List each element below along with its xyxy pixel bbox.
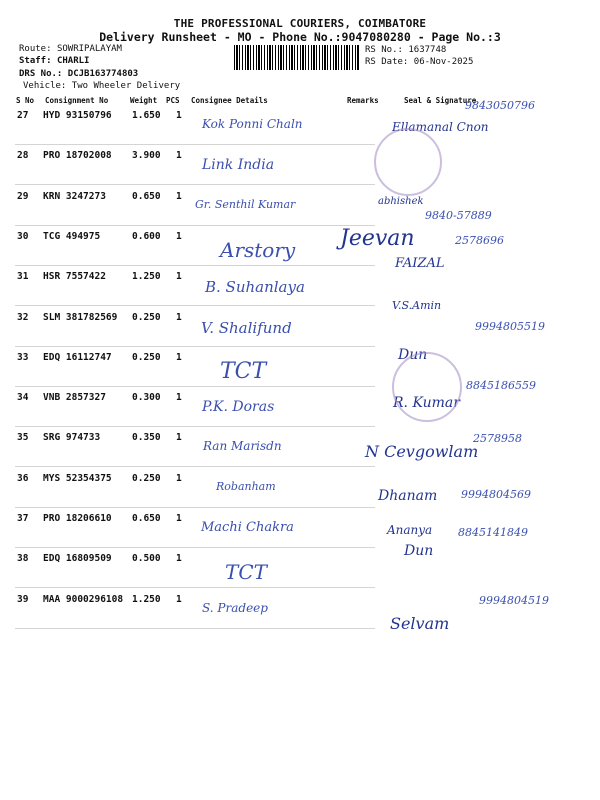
- delivery-stamp: [392, 352, 462, 422]
- row-sno: 39: [17, 593, 29, 605]
- row-consignment-no: PRO 18702008: [43, 150, 112, 162]
- table-row: [15, 145, 600, 185]
- consignee-handwriting: Kok Ponni Chaln: [202, 117, 303, 131]
- staff-label: Staff:: [19, 56, 52, 66]
- row-weight: 0.350: [132, 432, 161, 444]
- row-pcs: 1: [176, 593, 182, 605]
- row-consignment-no: KRN 3247273: [43, 190, 106, 202]
- row-pcs: 1: [176, 513, 182, 524]
- document-subtitle: Delivery Runsheet - MO - Phone No.:9047080280 - Page No.:3: [99, 30, 501, 44]
- row-consignment-no: HSR 7557422: [43, 271, 106, 283]
- consignee-handwriting: Machi Chakra: [201, 520, 294, 535]
- table-row: [15, 589, 600, 633]
- drs-line: [19, 69, 138, 79]
- phone-handwriting: 9840-57889: [425, 208, 492, 222]
- row-pcs: 1: [176, 311, 182, 323]
- phone-handwriting: 9994805519: [475, 319, 545, 333]
- rs-date-label: RS Date:: [365, 57, 409, 67]
- signature-handwriting: Dhanam: [378, 487, 438, 504]
- row-consignment-no: EDQ 16112747: [43, 351, 112, 363]
- row-weight: 0.300: [132, 392, 161, 404]
- phone-handwriting: 8845186559: [466, 379, 536, 393]
- row-pcs: 1: [176, 553, 182, 565]
- row-pcs: 1: [176, 351, 182, 363]
- row-sno: 35: [17, 432, 29, 444]
- row-sno: 30: [17, 230, 29, 242]
- signature-handwriting: Selvam: [390, 613, 450, 633]
- column-header-consignment: Consignment No: [45, 96, 109, 105]
- table-row: [15, 543, 600, 588]
- column-header-weight: Weight: [130, 96, 158, 105]
- column-header-sno: S No: [16, 96, 35, 105]
- consignee-handwriting: P.K. Doras: [202, 399, 275, 416]
- row-weight: 0.250: [132, 311, 161, 323]
- phone-handwriting: 9994804519: [479, 593, 549, 607]
- row-weight: 0.600: [132, 230, 161, 242]
- vehicle-label: Vehicle:: [23, 81, 67, 91]
- column-header-seal: Seal & Signature: [404, 96, 477, 105]
- table-row: [15, 298, 600, 347]
- row-pcs: 1: [176, 110, 182, 121]
- row-pcs: 1: [176, 190, 182, 202]
- staff-line: [19, 56, 89, 66]
- column-header-remarks: Remarks: [347, 96, 379, 105]
- table-row: [15, 186, 600, 226]
- consignee-handwriting: V. Shalifund: [201, 318, 292, 337]
- rs-no-value: 1637748: [408, 45, 447, 55]
- table-row: [15, 468, 600, 508]
- row-weight: 0.650: [132, 190, 161, 202]
- row-pcs: 1: [176, 150, 182, 162]
- consignee-handwriting: Link India: [202, 157, 275, 174]
- document-title: THE PROFESSIONAL COURIERS, COIMBATORE: [173, 17, 427, 30]
- row-weight: 1.250: [132, 271, 161, 283]
- row-sno: 27: [17, 110, 29, 121]
- row-weight: 0.250: [132, 472, 161, 484]
- consignee-handwriting: S. Pradeep: [202, 600, 268, 615]
- row-consignment-no: MAA 9000296108: [43, 593, 124, 605]
- row-consignment-no: MYS 52354375: [43, 472, 112, 484]
- phone-handwriting: 2578958: [473, 432, 522, 446]
- route-line: [19, 44, 122, 54]
- row-sno: 33: [17, 351, 29, 363]
- rs-no-label: RS No.:: [365, 45, 403, 55]
- vehicle-value: Two Wheeler Delivery: [71, 81, 181, 91]
- route-value: SOWRIPALAYAM: [56, 44, 122, 54]
- phone-handwriting: 9994804569: [461, 487, 531, 501]
- phone-handwriting: 8845141849: [458, 526, 528, 539]
- signature-handwriting: Ellamanal Cnon: [392, 120, 489, 134]
- barcode: [234, 45, 360, 70]
- signature-handwriting: Dun: [398, 346, 428, 363]
- rs-no-line: [365, 45, 446, 55]
- row-consignment-no: TCG 494975: [43, 230, 101, 242]
- row-consignment-no: SRG 974733: [43, 432, 101, 444]
- row-sno: 34: [17, 392, 29, 404]
- row-pcs: 1: [176, 432, 182, 444]
- row-consignment-no: EDQ 16809509: [43, 553, 112, 565]
- table-row: [15, 379, 600, 427]
- delivery-stamp: [374, 128, 442, 196]
- row-divider: [15, 628, 375, 629]
- row-pcs: 1: [176, 230, 182, 242]
- consignee-handwriting: TCT: [220, 358, 267, 384]
- row-weight: 1.250: [132, 593, 161, 605]
- row-sno: 37: [17, 513, 29, 524]
- phone-handwriting: 9843050796: [465, 99, 535, 112]
- drs-label: DRS No.:: [19, 69, 63, 79]
- rs-date-line: [365, 57, 473, 67]
- table-row: [15, 226, 600, 266]
- row-pcs: 1: [176, 271, 182, 283]
- table-row: [15, 508, 600, 548]
- row-sno: 31: [17, 271, 29, 283]
- row-weight: 0.500: [132, 553, 161, 565]
- signature-handwriting: Ananya: [387, 523, 433, 537]
- consignee-handwriting: Robanham: [216, 479, 276, 493]
- consignee-handwriting: TCT: [225, 560, 267, 585]
- row-sno: 36: [17, 472, 29, 484]
- signature-handwriting: R. Kumar: [393, 395, 460, 412]
- table-row: [15, 427, 600, 467]
- signature-handwriting: V.S.Amin: [392, 298, 442, 312]
- signature-handwriting: Dun: [404, 543, 434, 560]
- row-consignment-no: VNB 2857327: [43, 392, 106, 404]
- signature-handwriting: N Cevgowlam: [365, 442, 479, 462]
- consignee-handwriting: B. Suhanlaya: [205, 278, 305, 297]
- route-label: Route:: [19, 44, 52, 54]
- phone-handwriting: 2578696: [455, 233, 504, 247]
- signature-handwriting: Jeevan: [340, 225, 415, 251]
- rs-date-value: 06-Nov-2025: [413, 57, 474, 67]
- row-consignment-no: SLM 381782569: [43, 311, 118, 323]
- consignee-handwriting: Ran Marisdn: [203, 439, 282, 454]
- row-weight: 3.900: [132, 150, 161, 162]
- row-consignment-no: PRO 18206610: [43, 513, 112, 524]
- row-pcs: 1: [176, 472, 182, 484]
- consignee-handwriting: Gr. Senthil Kumar: [195, 197, 296, 211]
- row-sno: 38: [17, 553, 29, 565]
- staff-value: CHARLI: [56, 56, 90, 66]
- row-weight: 0.650: [132, 513, 161, 524]
- drs-value: DCJB163774803: [67, 69, 139, 79]
- column-header-consignee: Consignee Details: [191, 96, 268, 105]
- row-sno: 32: [17, 311, 29, 323]
- row-weight: 0.250: [132, 351, 161, 363]
- signature-handwriting: FAIZAL: [395, 256, 445, 272]
- row-sno: 28: [17, 150, 29, 162]
- row-consignment-no: HYD 93150796: [43, 110, 112, 121]
- signature-handwriting: abhishek: [378, 195, 424, 207]
- row-sno: 29: [17, 190, 29, 202]
- table-row: [15, 256, 600, 306]
- consignee-handwriting: Arstory: [220, 237, 296, 262]
- column-header-pcs: PCS: [166, 96, 180, 105]
- row-weight: 1.650: [132, 110, 161, 121]
- vehicle-line: [23, 81, 180, 91]
- row-pcs: 1: [176, 392, 182, 404]
